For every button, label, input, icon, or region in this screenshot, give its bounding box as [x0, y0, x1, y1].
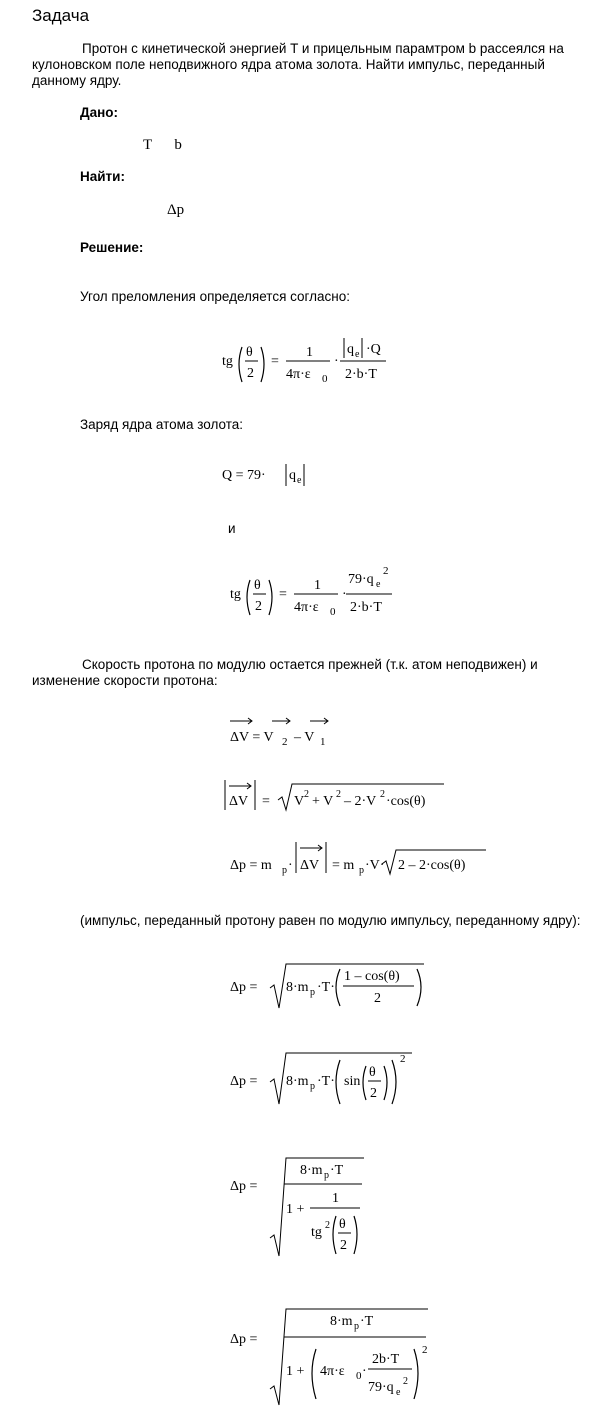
svg-text:2: 2 — [383, 565, 389, 577]
svg-text:V: V — [294, 794, 305, 809]
svg-text:p: p — [359, 865, 364, 876]
svg-text:1 – cos(θ): 1 – cos(θ) — [344, 969, 400, 984]
svg-text:p: p — [354, 1321, 359, 1332]
svg-text:q: q — [289, 468, 296, 483]
svg-text:1: 1 — [306, 345, 313, 360]
formula-momentum-final — [226, 1305, 436, 1409]
formula-momentum-change — [226, 836, 491, 881]
problem-line-2: кулоновском поле неподвижного ядра атома золота. Найти импульс, переданный — [32, 57, 545, 72]
svg-text:Q = 79·: Q = 79· — [222, 468, 266, 483]
svg-text:=: = — [279, 587, 287, 602]
svg-text:1 +: 1 + — [286, 1364, 305, 1379]
svg-text:tg: tg — [222, 354, 233, 369]
svg-text:ΔV: ΔV — [229, 794, 249, 809]
svg-text:p: p — [282, 865, 287, 876]
svg-text:ΔV = V: ΔV = V — [230, 730, 274, 745]
svg-text:Δp =: Δp = — [230, 1074, 258, 1089]
svg-text:2: 2 — [340, 1238, 347, 1253]
formula-momentum-tan — [226, 1152, 376, 1262]
svg-text:79·q: 79·q — [348, 572, 374, 587]
svg-text:8·m: 8·m — [286, 980, 309, 995]
svg-text:=: = — [262, 794, 270, 809]
problem-line-1: Протон с кинетической энергией T и прицельным парамтром b рассеялся на — [82, 41, 564, 56]
svg-text:8·m: 8·m — [300, 1163, 323, 1178]
given-label: Дано: — [80, 105, 119, 120]
svg-text:1: 1 — [332, 1191, 339, 1206]
svg-text:2: 2 — [374, 991, 381, 1006]
formula-angle-substituted — [226, 560, 401, 620]
svg-text:θ: θ — [339, 1217, 346, 1232]
svg-text:2b·T: 2b·T — [372, 1352, 400, 1367]
svg-text:tg: tg — [230, 587, 241, 602]
svg-text:Δp =: Δp = — [230, 1332, 258, 1347]
formula-scattering-angle — [218, 330, 398, 390]
svg-text:8·m: 8·m — [286, 1074, 309, 1089]
svg-text:e: e — [297, 475, 302, 486]
svg-text:0: 0 — [330, 606, 336, 618]
velocity-text-line-1: Скорость протона по модулю остается прежней (т.к. атом неподвижен) и — [82, 657, 538, 672]
svg-text:Δp = m: Δp = m — [230, 858, 272, 873]
svg-text:θ: θ — [254, 578, 261, 593]
formula-gold-charge — [220, 460, 320, 490]
svg-text:·: · — [288, 858, 293, 873]
formula-velocity-change-magnitude — [222, 774, 447, 814]
svg-text:Δp =: Δp = — [230, 1179, 258, 1194]
svg-text:q: q — [347, 342, 354, 357]
svg-text:θ: θ — [369, 1065, 376, 1080]
svg-text:·Q: ·Q — [366, 342, 381, 357]
angle-intro-text: Угол преломления определяется согласно: — [80, 289, 351, 304]
svg-text:·: · — [334, 354, 339, 369]
svg-text:0: 0 — [356, 1370, 362, 1382]
svg-text:2 – 2·cos(θ): 2 – 2·cos(θ) — [398, 858, 466, 873]
velocity-text-line-2: изменение скорости протона: — [32, 673, 218, 688]
svg-text:·: · — [342, 587, 347, 602]
given-vars: T b — [143, 137, 182, 153]
svg-text:2: 2 — [282, 736, 288, 748]
svg-text:– V: – V — [294, 730, 315, 745]
svg-text:2: 2 — [400, 1053, 406, 1065]
svg-text:1: 1 — [320, 736, 326, 748]
problem-line-3: данному ядру. — [32, 73, 122, 88]
svg-text:sin: sin — [344, 1074, 361, 1089]
svg-text:2: 2 — [304, 789, 309, 800]
svg-text:2: 2 — [325, 1220, 330, 1231]
svg-text:= m: = m — [332, 858, 355, 873]
svg-text:ΔV: ΔV — [300, 858, 320, 873]
svg-text:·T·: ·T· — [317, 980, 335, 995]
svg-text:p: p — [310, 987, 315, 998]
svg-text:2: 2 — [403, 1376, 408, 1387]
svg-text:θ: θ — [246, 345, 253, 360]
svg-text:Δp =: Δp = — [230, 980, 258, 995]
formula-velocity-change-vector — [226, 710, 346, 750]
svg-text:=: = — [271, 354, 279, 369]
svg-text:8·m: 8·m — [330, 1314, 353, 1329]
svg-text:p: p — [324, 1170, 329, 1181]
and-text: и — [228, 521, 236, 536]
svg-text:4π·ε: 4π·ε — [320, 1364, 345, 1379]
svg-text:79·q: 79·q — [368, 1380, 394, 1395]
find-label: Найти: — [80, 169, 125, 184]
svg-text:1 +: 1 + — [286, 1202, 305, 1217]
svg-text:+ V: + V — [312, 794, 334, 809]
svg-text:·T·: ·T· — [317, 1074, 335, 1089]
solution-label: Решение: — [80, 240, 144, 255]
formula-momentum-cos — [226, 958, 431, 1016]
svg-text:·cos(θ): ·cos(θ) — [386, 794, 426, 809]
svg-text:·T: ·T — [330, 1163, 344, 1178]
svg-text:e: e — [396, 1387, 401, 1398]
svg-text:·: · — [362, 1364, 367, 1379]
svg-text:2: 2 — [247, 366, 254, 381]
page-title: Задача — [32, 6, 90, 25]
svg-text:2·b·T: 2·b·T — [345, 367, 377, 382]
svg-text:2: 2 — [370, 1086, 377, 1101]
svg-text:e: e — [355, 349, 360, 360]
svg-text:1: 1 — [314, 578, 321, 593]
svg-text:·V·: ·V· — [365, 858, 385, 873]
formula-momentum-sin — [226, 1048, 416, 1110]
svg-text:2·b·T: 2·b·T — [350, 600, 382, 615]
svg-text:– 2·V: – 2·V — [344, 794, 377, 809]
svg-text:2: 2 — [380, 789, 385, 800]
charge-intro-text: Заряд ядра атома золота: — [80, 417, 243, 432]
momentum-note-text: (импульс, переданный протону равен по модулю импульсу, переданному ядру): — [80, 913, 581, 928]
svg-text:0: 0 — [322, 373, 328, 385]
svg-text:tg: tg — [311, 1225, 322, 1240]
svg-text:4π·ε: 4π·ε — [294, 600, 319, 615]
svg-text:e: e — [376, 579, 381, 590]
svg-text:2: 2 — [255, 599, 262, 614]
svg-text:2: 2 — [422, 1344, 428, 1356]
svg-text:4π·ε: 4π·ε — [286, 367, 311, 382]
svg-text:p: p — [310, 1081, 315, 1092]
find-var: Δp — [167, 202, 185, 218]
svg-text:2: 2 — [336, 789, 341, 800]
svg-text:·T: ·T — [360, 1314, 374, 1329]
